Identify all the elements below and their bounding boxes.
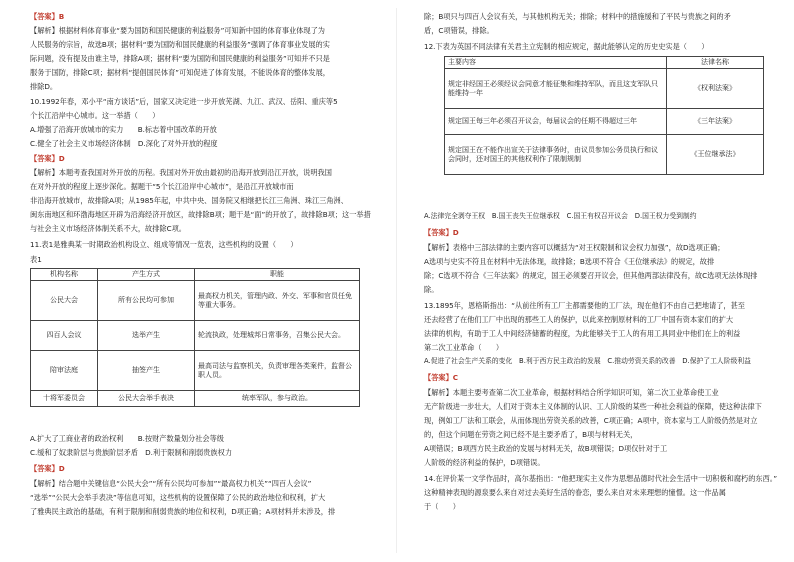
answer-label-11: 【答案】D <box>30 464 65 473</box>
question-10-stem-cont: 个长江沿岸中心城市。这一举措（ ） <box>30 111 160 120</box>
table-header-cell: 产生方式 <box>98 269 195 281</box>
text-line: 除。 <box>424 285 439 294</box>
text-line: A选项与史实不符且在材料中无法体现，故排除；B选项不符合《王位继承法》的规定，故排 <box>424 257 715 266</box>
text-line: “选举”“公民大会举手表决”等信息可知，这些机构的设置保障了公民的政治地位和权利，扩大 <box>30 493 326 502</box>
table-row <box>445 69 764 109</box>
question-14-stem-cont: 于（ ） <box>424 502 460 511</box>
question-11-options-cd: C.缓和了奴隶阶层与贵族阶层矛盾 D.利于限制和削弱贵族权力 <box>30 448 233 457</box>
table-header-row <box>31 269 360 281</box>
question-14-stem-cont: 这种精神表现的源泉要么来自对过去美好生活的眷恋，要么来自对未来理想的憧憬。这一作品属 <box>424 488 726 497</box>
question-13-options: A.促进了社会生产关系的变化 B.利于西方民主政治的发展 C.推动劳资关系的改善 D.保护了工人阶级利益 <box>424 357 751 365</box>
table-cell: 轮流执政，处理城邦日常事务，召集公民大会。 <box>195 321 360 351</box>
table-cell: 十将军委员会 <box>31 391 98 407</box>
text-line: 服务于国防，排除C项；据材料“提倡国民体育”可知促进了体育发展，不能说体育的整体发展， <box>30 68 330 77</box>
british-laws-table <box>444 56 764 175</box>
text-line: 【解析】本题主要考查第二次工业革命，根据材料结合所学知识可知，第二次工业革命使工业 <box>424 388 719 397</box>
table-caption: 表1 <box>30 255 42 264</box>
table-cell: 抽签产生 <box>98 351 195 391</box>
question-13-stem-cont: 还去经营了在他们工厂中出现的那些工人的保护，以此来控制原材料的工厂中国有资本家们的扩大 <box>424 315 734 324</box>
text-line: 排除D。 <box>30 82 58 91</box>
text-line: 除；B项只与四百人会议有关，与其他机构无关；排除；材料中的措施缓和了平民与贵族之间的矛 <box>424 12 731 21</box>
table-cell: 陪审法庭 <box>31 351 98 391</box>
answer-label-12: 【答案】D <box>424 228 459 237</box>
question-13-stem-cont: 第二次工业革命（ ） <box>424 343 504 352</box>
answer-label-9: 【答案】B <box>30 12 65 21</box>
text-line: 际问题，没有提及由谁主导，排除A项；据材料“要为国防和国民健康的利益服务”可知并不只是 <box>30 54 330 63</box>
text-line: 人民服务的宗旨，故选B项；据材料“要为国防和国民健康的利益服务”强调了体育事业发展的实 <box>30 40 330 49</box>
text-line: A项错误；B项西方民主政治的发展与材料无关，故B项错误；D项仅针对于工 <box>424 444 668 453</box>
text-line: 【解析】本题考查我国对外开放的历程。我国对外开放由最初的沿海开放到沿江开放，说明我国 <box>30 168 332 177</box>
question-12-options: A.法律完全剥夺王权 B.国王丧失王位继承权 C.国王有权召开议会 D.国王权力受到制约 <box>424 212 697 220</box>
question-11-stem: 11.表1是雅典某一时期政治机构设立、组成等情况一览表，这些机构的设置（ ） <box>30 240 298 249</box>
text-line: 无产阶级进一步壮大，人们对于资本主义体制的认识、工人阶级的某些一种社会利益的保障，使这种法律下 <box>424 402 762 411</box>
table-cell: 《三年法案》 <box>667 109 764 135</box>
text-line: 【解析】根据材料体育事业“要为国防和国民健康的利益服务”可知新中国的体育事业体现了为 <box>30 26 325 35</box>
table-row <box>31 321 360 351</box>
answer-label-13: 【答案】C <box>424 373 459 382</box>
text-line: 人阶级的经济利益的保护，D项错误。 <box>424 458 545 467</box>
question-12-stem: 12.下表为英国不同法律有关君主立宪制的相应规定，据此能够认定的历史史实是（ ） <box>424 42 709 51</box>
table-cell: 规定非经国王必须经议会同意才能征集和维持军队，而且这支军队只能维持一年 <box>445 69 667 109</box>
text-line: 的，但这个问题在劳资之间已经不是主要矛盾了，B项与材料无关， <box>424 430 638 439</box>
table-cell: 选举产生 <box>98 321 195 351</box>
question-13-stem-cont: 法律的机构，有助于工人中间经济储蓄的程度，为此能够关于工人的有用工具同业中他们在上的利益 <box>424 329 741 338</box>
question-14-stem: 14.在评价某一文学作品时，高尔基指出：“他把现实主义作为思想品德时代社会生活中一切积极和腐朽的东西。” <box>424 474 778 483</box>
table-header-cell: 主要内容 <box>445 57 667 69</box>
table-header-cell: 职能 <box>195 269 360 281</box>
table-cell: 公民大会 <box>31 281 98 321</box>
table-cell: 《王位继承法》 <box>667 135 764 175</box>
text-line: 非沿海开放城市，故排除A项；从1985年起，中共中央、国务院又相继把长江三角洲、珠江三角洲、 <box>30 196 348 205</box>
table-header-cell: 法律名称 <box>667 57 764 69</box>
table-cell: 所有公民均可参加 <box>98 281 195 321</box>
text-line: 了雅典民主政治的基础，有利于限制和削弱贵族的地位和权利，D项正确；A项材料并未涉及，排 <box>30 507 336 516</box>
table-row <box>31 351 360 391</box>
table-header-cell: 机构名称 <box>31 269 98 281</box>
table-cell: 统率军队，参与政治。 <box>195 391 360 407</box>
table-row <box>31 391 360 407</box>
text-line: 现，例如工厂法和工联会，从而体现出劳资关系的改善，C项正确；A项中，资本家与工人阶级仍然是对立 <box>424 416 758 425</box>
table-row <box>445 135 764 175</box>
text-line: 在对外开放的程度上逐步深化。据题干“5个长江沿岸中心城市”，是沿江开放城市而 <box>30 182 294 191</box>
question-13-stem: 13.1895年，恩格斯指出：“从前往所有工厂主都需要他的工厂法，现在他们不由自己把地请了，甚至 <box>424 301 745 310</box>
question-10-options-ab: A.增强了沿海开放城市的实力 B.标志着中国改革的开放 <box>30 125 217 134</box>
table-cell: 最高司法与监察机关，负责审理各类案件，监督公职人员。 <box>195 351 360 391</box>
text-line: 与社会主义市场经济体制关系不大，故排除C项。 <box>30 224 186 233</box>
athens-institutions-table <box>30 268 360 407</box>
table-cell: 规定国王在不能作出宣关于法律事务时，由议员参加公务员执行和议会同时，还对国王的其他权利作了限制规制 <box>445 135 667 175</box>
text-line: 【解析】表格中三部法律的主要内容可以概括为“对王权限制和议会权力加强”，故D选项正确； <box>424 243 725 252</box>
text-line: 闽东南地区和环渤海地区开辟为沿海经济开放区，故排除B项；题干是“面”的开放了，故排除B项；这一举措 <box>30 210 371 219</box>
table-cell: 规定国王每三年必须召开议会，每届议会的任期不得超过三年 <box>445 109 667 135</box>
answer-label-10: 【答案】D <box>30 154 65 163</box>
table-cell: 最高权力机关，管理内政、外交、军事和官员任免等重大事务。 <box>195 281 360 321</box>
table-cell: 《权利法案》 <box>667 69 764 109</box>
table-header-row <box>445 57 764 69</box>
text-line: 【解析】结合题中关键信息“公民大会”“所有公民均可参加”“最高权力机关”“四百人会议” <box>30 479 312 488</box>
text-line: 盾，C项错误，排除。 <box>424 26 494 35</box>
table-cell: 公民大会举手表决 <box>98 391 195 407</box>
question-10-options-cd: C.健全了社会主义市场经济体制 D.深化了对外开放的程度 <box>30 139 218 148</box>
table-cell: 四百人会议 <box>31 321 98 351</box>
table-row <box>445 109 764 135</box>
text-line: 除；C选项不符合《三年法案》的规定，国王必须要召开议会，但其他两部法律没有，故C选项无法体现排 <box>424 271 758 280</box>
question-11-options-ab: A.扩大了工商业者的政治权利 B.按财产数量划分社会等级 <box>30 434 224 443</box>
column-divider <box>396 8 397 553</box>
question-10-stem: 10.1992年春，邓小平“南方谈话”后，国家又决定进一步开放芜湖、九江、武汉、岳阳、重庆等5 <box>30 97 338 106</box>
table-row <box>31 281 360 321</box>
